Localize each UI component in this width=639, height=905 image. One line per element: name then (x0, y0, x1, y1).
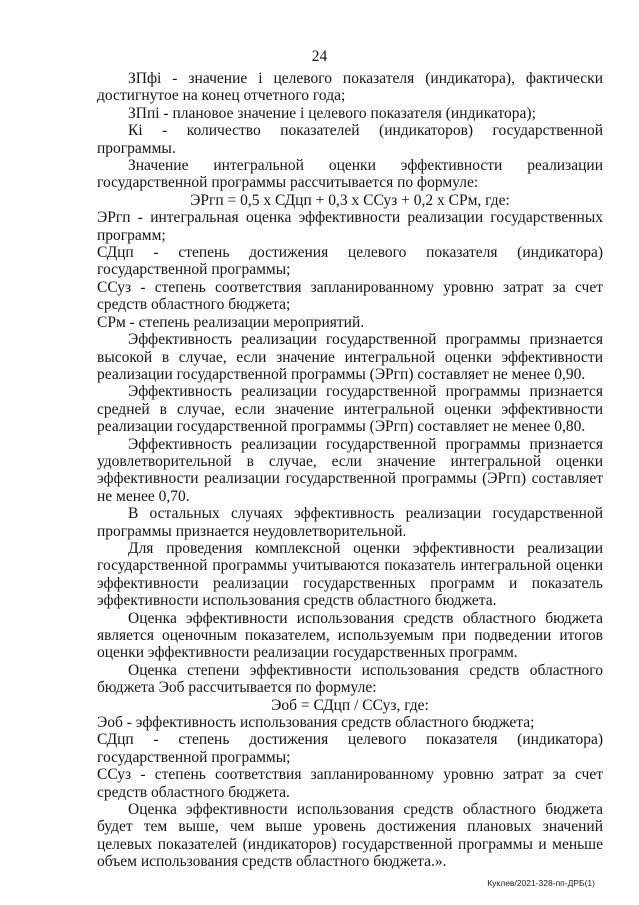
paragraph-ssuz-definition-2: ССуз - степень соответствия запланированному уровню затрат за счет средств областного бюджета. (97, 766, 603, 801)
formula-integral: ЭРгп = 0,5 x СДцп + 0,3 x ССуз + 0,2 x СРм, где: (190, 191, 510, 209)
paragraph-sdcp-definition-2: СДцп - степень достижения целевого показателя (индикатора) государственной программы; (97, 731, 603, 766)
paragraph-budget-assessment: Оценка эффективности использования средств областного бюджета является оценочным показателем, используемым при подведении итогов оценки эффективности реализации государственных программ. (97, 609, 603, 662)
paragraph-medium-efficiency: Эффективность реализации государственной программы признается средней в случае, если значение интегральной оценки эффективности реализации государственной программы (ЭРгп) составляет не менее 0,80. (97, 383, 603, 436)
document-footer-code: Куклев/2021-328-пп-ДРБ(1) (487, 878, 595, 888)
paragraph-unsatisfactory-efficiency: В остальных случаях эффективность реализации государственной программы признается неудовлетворительной. (97, 505, 603, 540)
formula-eob: Эоб = СДцп / ССуз, где: (271, 696, 429, 714)
document-body (97, 70, 603, 871)
paragraph-conclusion: Оценка эффективности использования средств областного бюджета будет тем выше, чем выше уровень достижения плановых значений целевых показателей (индикаторов) государственной программы и меньше объем использования средств областного бюджета.». (97, 801, 603, 871)
paragraph-k-definition: Кi - количество показателей (индикаторов) государственной программы. (97, 122, 603, 157)
paragraph-zpf-definition: ЗПфi - значение i целевого показателя (индикатора), фактически достигнутое на конец отчетного года; (97, 70, 603, 105)
paragraph-eob-definition: Эоб - эффективность использования средств областного бюджета; (97, 714, 535, 732)
paragraph-integral-intro: Значение интегральной оценки эффективности реализации государственной программы рассчитывается по формуле: (97, 157, 603, 192)
paragraph-sdcp-definition: СДцп - степень достижения целевого показателя (индикатора) государственной программы; (97, 244, 603, 279)
paragraph-high-efficiency: Эффективность реализации государственной программы признается высокой в случае, если значение интегральной оценки эффективности реализации государственной программы (ЭРгп) составляет не менее 0,90. (97, 331, 603, 383)
paragraph-complex-assessment: Для проведения комплексной оценки эффективности реализации государственной программы учитываются показатель интегральной оценки эффективности реализации государственных программ и показатель эффективности использования средств областного бюджета. (97, 539, 603, 610)
page-number: 24 (311, 48, 328, 65)
paragraph-srm-definition: СРм - степень реализации мероприятий. (97, 313, 365, 331)
paragraph-ergp-definition: ЭРгп - интегральная оценка эффективности реализации государственных программ; (97, 209, 603, 244)
paragraph-satisfactory-efficiency: Эффективность реализации государственной программы признается удовлетворительной в случае, если значение интегральной оценки эффективности реализации государственной программы (ЭРгп) составляет не менее 0,70. (97, 435, 603, 505)
paragraph-ssuz-definition: ССуз - степень соответствия запланированному уровню затрат за счет средств областного бюджета; (97, 278, 603, 314)
paragraph-zpp-definition: ЗПпi - плановое значение i целевого показателя (индикатора); (128, 104, 536, 122)
paragraph-eob-intro: Оценка степени эффективности использования средств областного бюджета Эоб рассчитывается по формуле: (97, 661, 603, 697)
